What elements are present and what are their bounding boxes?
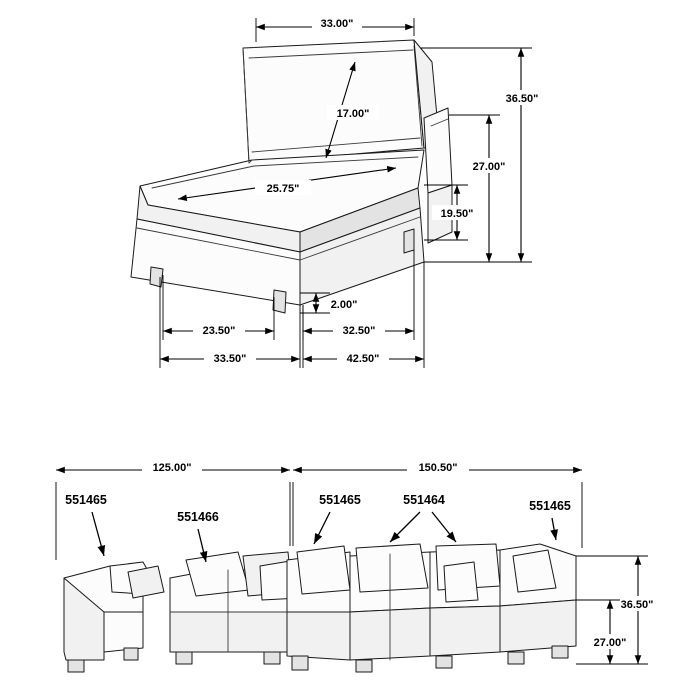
right-arm-leg-1 <box>508 652 524 664</box>
leg-front-center <box>273 290 286 313</box>
dim-arm-height: 27.00" <box>472 161 506 173</box>
mid-left-seat-front <box>170 612 287 652</box>
top-view-furniture <box>131 40 452 313</box>
dim-side-depth: 32.50" <box>342 325 376 337</box>
dim-overall-height: 36.50" <box>505 93 539 105</box>
sku-callout-5: 551465 <box>529 499 571 513</box>
leader-4b <box>432 512 456 542</box>
leader-1 <box>92 512 104 556</box>
corner-seat-front <box>287 612 350 660</box>
mid-back-cushion <box>186 552 249 596</box>
bottom-view-furniture <box>64 544 576 672</box>
dim-base-depth: 33.50" <box>213 353 247 365</box>
sku-callout-2: 551466 <box>177 510 219 524</box>
dim-seat-height: 19.50" <box>440 208 474 220</box>
right-back-cushion-1 <box>356 544 428 592</box>
dim-leg-height: 2.00" <box>330 299 358 311</box>
right-arm-front <box>500 600 576 652</box>
sku-callout-1: 551465 <box>65 493 107 507</box>
dim-bottom-arm-height: 27.00" <box>593 637 627 649</box>
left-accent-pillow <box>128 566 164 598</box>
right-leg-2 <box>436 656 452 668</box>
right-leg-1 <box>356 660 372 672</box>
right-accent-pillow <box>444 562 478 602</box>
dim-overall-depth: 42.50" <box>346 353 380 365</box>
left-seat-front <box>104 612 143 652</box>
dim-top-width: 33.00" <box>320 18 354 30</box>
dim-right-section-width: 150.50" <box>418 462 458 474</box>
dim-left-section-width: 125.00" <box>152 462 192 474</box>
corner-back-cushion <box>297 546 350 594</box>
dim-inner-base-depth: 23.50" <box>202 325 236 337</box>
leader-4a <box>390 512 420 542</box>
dim-bottom-overall-height: 36.50" <box>620 599 654 611</box>
right-arm-leg-2 <box>552 646 568 658</box>
mid-right-leg <box>264 652 280 664</box>
dim-seat-depth: 25.75" <box>266 183 300 195</box>
backrest-panel <box>243 40 424 163</box>
leg-front-left <box>150 267 163 287</box>
mid-left-leg <box>176 652 192 664</box>
arm-rest-top <box>424 108 452 193</box>
leg-right <box>404 229 414 253</box>
sku-callout-4: 551464 <box>403 493 445 507</box>
right-arm-back-cushion <box>513 550 556 592</box>
corner-leg-left <box>292 656 308 670</box>
left-arm-leg <box>68 660 84 672</box>
leader-3 <box>314 512 330 544</box>
left-seat-leg <box>124 648 138 660</box>
right-seat-2-front <box>430 606 500 656</box>
dim-seat-back-height: 17.00" <box>336 108 370 120</box>
sku-callout-3: 551465 <box>319 493 361 507</box>
leader-5 <box>552 518 556 540</box>
